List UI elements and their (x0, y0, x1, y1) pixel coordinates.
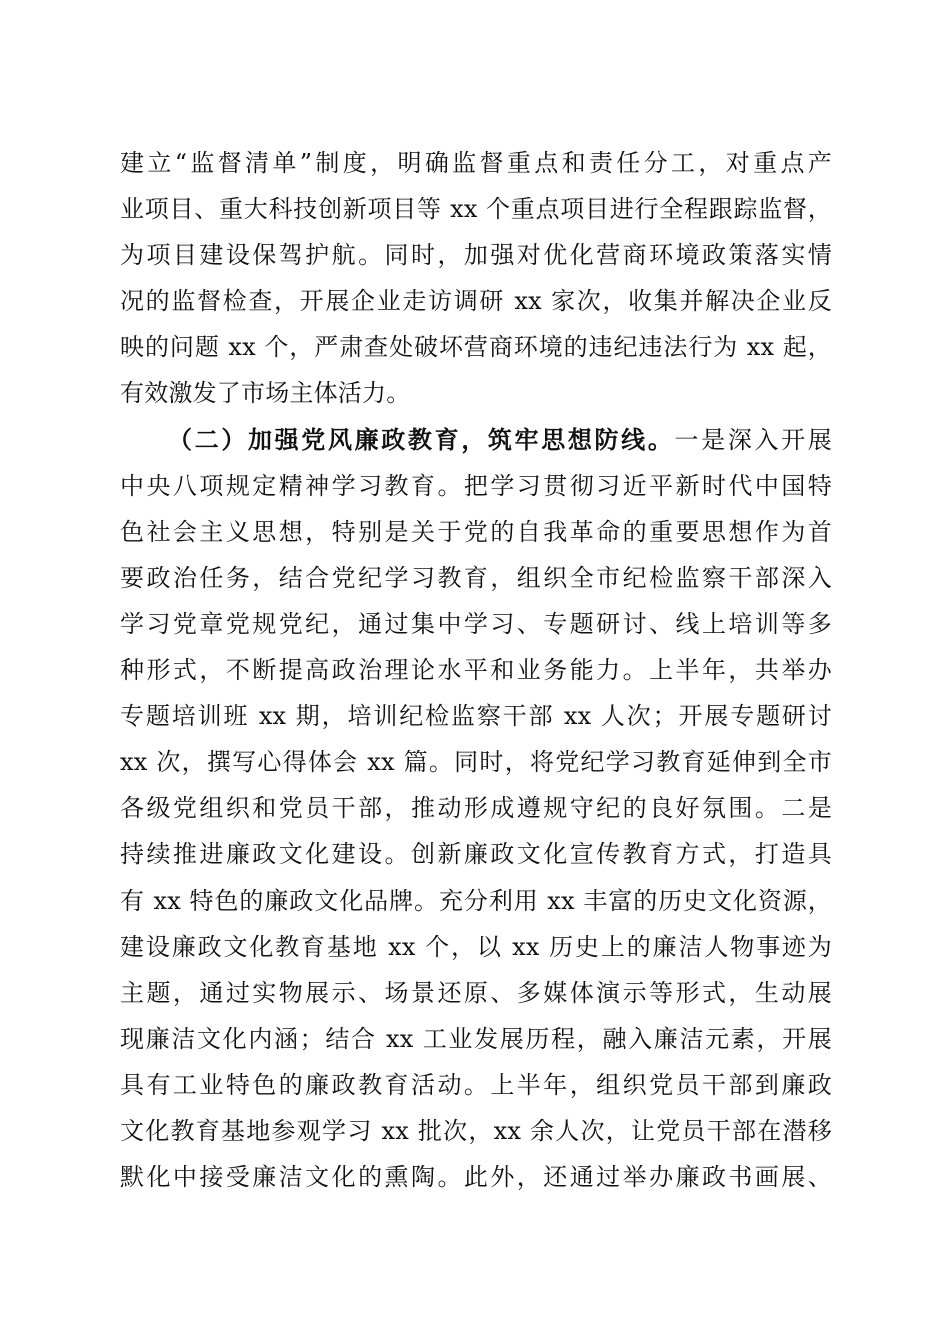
text-line: 默化中接受廉洁文化的熏陶。此外，还通过举办廉政书画展、 (120, 1163, 832, 1192)
text-line: 有 xx 特色的廉政文化品牌。充分利用 xx 丰富的历史文化资源， (120, 886, 832, 915)
text-line: 文化教育基地参观学习 xx 批次，xx 余人次，让党员干部在潜移 (120, 1116, 832, 1145)
text-line: 现廉洁文化内涵；结合 xx 工业发展历程，融入廉洁元素，开展 (120, 1024, 832, 1053)
text-line: 种形式，不断提高政治理论水平和业务能力。上半年，共举办 (120, 656, 832, 685)
body-text (120, 140, 832, 1200)
text-line: 建设廉政文化教育基地 xx 个，以 xx 历史上的廉洁人物事迹为 (120, 932, 832, 961)
text-line: 况的监督检查，开展企业走访调研 xx 家次，收集并解决企业反 (120, 287, 832, 316)
text-line: 映的问题 xx 个，严肃查处破坏营商环境的违纪违法行为 xx 起， (120, 333, 832, 362)
text-line: 色社会主义思想，特别是关于党的自我革命的重要思想作为首 (120, 517, 832, 546)
text-line: 业项目、重大科技创新项目等 xx 个重点项目进行全程跟踪监督， (120, 195, 832, 224)
text-line: 中央八项规定精神学习教育。把学习贯彻习近平新时代中国特 (120, 471, 832, 500)
text-fragment: 一是深入开展 (674, 425, 832, 454)
text-line: 学习党章党规党纪，通过集中学习、专题研讨、线上培训等多 (120, 609, 832, 638)
section-heading: （二）加强党风廉政教育，筑牢思想防线。 (168, 424, 675, 454)
text-line: 为项目建设保驾护航。同时，加强对优化营商环境政策落实情 (120, 241, 832, 270)
text-line: 主题，通过实物展示、场景还原、多媒体演示等形式，生动展 (120, 978, 832, 1007)
text-line: 要政治任务，结合党纪学习教育，组织全市纪检监察干部深入 (120, 563, 832, 592)
text-line: 持续推进廉政文化建设。创新廉政文化宣传教育方式，打造具 (120, 840, 832, 869)
section-heading-line (120, 417, 832, 463)
text-line: 专题培训班 xx 期，培训纪检监察干部 xx 人次；开展专题研讨 (120, 702, 832, 731)
text-line: 有效激发了市场主体活力。 (120, 379, 411, 408)
text-line: 具有工业特色的廉政教育活动。上半年，组织党员干部到廉政 (120, 1070, 832, 1099)
text-line: 建立“监督清单”制度，明确监督重点和责任分工，对重点产 (120, 149, 832, 177)
text-line: 各级党组织和党员干部，推动形成遵规守纪的良好氛围。二是 (120, 794, 832, 823)
text-line: xx 次，撰写心得体会 xx 篇。同时，将党纪学习教育延伸到全市 (120, 748, 832, 777)
